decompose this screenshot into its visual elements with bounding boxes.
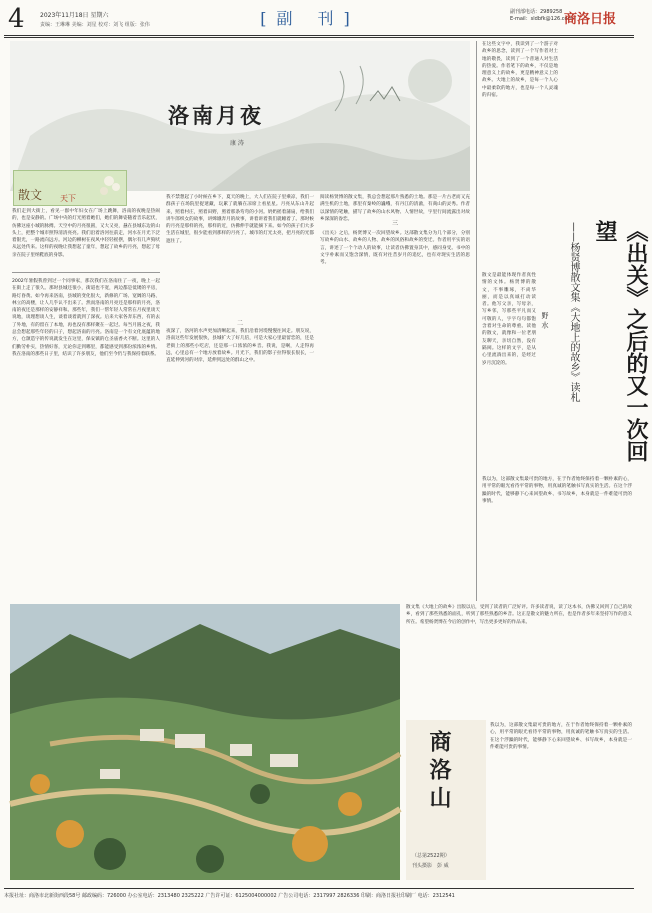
issue-date: 2023年11月18日 星期六 — [40, 12, 109, 19]
article-column: 夜深了，洛河的水声更加清晰起来，我们沿着河堤慢慢往回走。朋友说，洛南这些年发展很快，县城扩大了好几倍，可是大家心里最留恋的，还是老街上的那些小吃店，还是那一口浓浓的乡音。我说，是啊，人走得再远，心里总有一个地方放着故乡。月光下，我们的影子拉得很长很长，一直延伸到河的对岸，延伸到远处的群山之中。 — [166, 329, 314, 364]
section-number: 二 — [236, 320, 243, 327]
footer-rule — [4, 888, 634, 889]
divider — [12, 272, 160, 273]
page-number: 4 — [8, 4, 25, 34]
photo-feature-title: 商洛山 — [426, 730, 452, 814]
photo-credit: 刊头摄影 彭 威 — [412, 863, 449, 869]
landscape-photo — [10, 604, 400, 880]
review-column: 我以为，这部散文集最可贵的地方，在于作者始终保持着一颗朴素的心，用平常的眼光看待平常的事物，用真诚的笔触书写真实的生活。在这个浮躁的时代，能够静下心来回望故乡、书写故乡，本身就是一件难能可贵的事情。 — [482, 477, 632, 504]
column-label: 散文 — [18, 188, 43, 202]
issue-series: （总第2522期） — [412, 853, 450, 859]
footer-info: 本报社址：商洛市北新街西段58号 邮政编码：726000 办公室电话：2313480 2325222 广告许可证：6125004000002 广告公司电话：2317997 2826336 印刷：商洛日报社印刷厂 电话：2312541 — [4, 893, 455, 899]
article-column: 阅读杨贤博的散文集，我总会想起那片熟悉的土地。那是一片古老而又充满生机的土地，那里有秦岭的巍峨，有丹江的清澈，有商山的灵秀。作者以深情的笔触，描写了故乡的山水风物、人情世故，字里行间流露出对故乡深深的眷恋。 — [320, 195, 470, 222]
header-rule — [4, 35, 634, 36]
newspaper-logo: 商洛日报 — [564, 12, 617, 27]
section-number: 三 — [391, 220, 398, 227]
review-author: 野 水 — [541, 312, 549, 329]
mountain-village-illustration — [10, 604, 400, 880]
review-column: 我以为，这部散文集最可贵的地方，在于作者始终保持着一颗朴素的心，用平常的眼光看待平常的事物，用真诚的笔触书写真实的生活。在这个浮躁的时代，能够静下心来回望故乡、书写故乡，本身就是一件难能可贵的事情。 — [490, 723, 632, 750]
section-title-text: 副 刊 — [276, 9, 344, 28]
header-rule-thin — [4, 37, 634, 38]
section-title: [副 刊] — [260, 9, 360, 28]
review-column: 在这些文字中，我读到了一个游子对故乡的思念，读到了一个写作者对土地的敬畏，读到了一个普通人对生活的热爱。作者笔下的故乡，不仅是地理意义上的故乡，更是精神意义上的故乡。大地上的故乡，是每一个人心中最柔软的地方，也是每一个人灵魂的归宿。 — [482, 42, 558, 99]
phone-info: 副刊部电话：2989258 — [510, 9, 563, 15]
review-column: 散文是最能体现作者真性情的文体。杨贤博的散文，不事雕琢，不尚华丽，而是以真诚打动读者。他写父亲，写母亲，写乡邻，写那些平凡而又可敬的人，字字句句都饱含着对生命的尊重。读他的散文，就像和一位老朋友聊天，亲切自然，没有隔阂。这样的文字，是从心里流淌出来的，是经过岁月沉淀的。 — [482, 273, 536, 366]
review-title: 《出关》之后的又一次回望 — [592, 220, 649, 462]
article-column: 2002年暑假我曾到过一个同事家，那次我们在洛南住了一夜，晚上一起在街上走了很久。那时县城还很小，街道也不宽，两边都是低矮的平房，路灯昏黄。如今再来洛南，县城的变化很大，新修的广场、宽阔的马路、林立的高楼，让人几乎认不出来了。然而洛南的月亮还是那样的月亮，洛南的夜还是那样的安静祥和。那些年，我们一帮年轻人常常在月夜里谈天说地，谈理想谈人生，谈着谈着就到了深夜。后来大家各奔东西，有的去了外地，有的留在了本地，再也没有那样聚在一起过。每当月圆之夜，我总会想起那些年轻的日子，想起洛南的月亮。洛南是一个有文化底蕴的地方，仓颉造字的传说就发生在这里，保安镇的仓圣庙香火不断。这里的人们勤劳朴实，热情好客，无论你走到哪里，都能感受到那份浓浓的乡情。我在洛南的那些日子里，结识了许多朋友，他们至今仍与我保持着联系。 — [12, 279, 160, 357]
article-column: 我不禁想起了小时候在乡下，夏天的晚上，大人们在院子里乘凉，我们一群孩子在场院里捉迷藏，玩累了就躺在凉席上看星星。月亮从东山升起来，照着村庄，照着田野，照着那条弯弯的小河。奶奶摇着蒲扇，给我们讲牛郎织女的故事，讲嫦娥奔月的故事，讲着讲着我们就睡着了。那时候的月亮是那样的亮，那样的近，仿佛伸手就能摘下来。如今的孩子们大多生活在城里，很少能看到那样的月亮了。城市的灯光太亮，把月亮的光都遮住了。 — [166, 195, 314, 244]
article-title: 洛南月夜 — [168, 103, 264, 128]
column-label-sub: 天下 — [60, 194, 76, 203]
editor-credits: 责编：王琳琳 美编：刘星 校对：刘飞 组版：张伟 — [40, 22, 150, 28]
article-paragraph: 我们走到大街上，看见一群中年妇女在广场上跳舞，洛南的夜晚是热闹的，也是安静的。广场中央的灯光照着她们，她们的舞姿随着音乐起伏，仿佛这座小城的脉搏。天空中的月亮很圆，又大又亮，悬在县城东边的山头上，把整个城市照得清清亮亮。我们沿着洛河往前走，河水在月光下泛着银光，一路流向远方。河边的柳树在夜风中轻轻摇摆，偶尔有几声狗吠从远处传来。这样的夜晚让我想起了童年，想起了故乡的月亮，想起了母亲在院子里纳鞋底的身影。 — [12, 209, 160, 258]
review-column: 散文集《大地上的故乡》出版以后，受到了读者的广泛好评。许多读者说，读了这本书，仿佛又回到了自己的故乡，看到了那些熟悉的面孔，听到了那些熟悉的乡音。这正是散文的魅力所在，也是作者多年来坚持写作的意义所在。希望杨贤博在今后的创作中，写出更多更好的作品来。 — [406, 605, 632, 625]
article-author: 康 涛 — [230, 140, 244, 147]
column-divider — [476, 41, 477, 601]
article-column: 《出关》之后，杨贤博又一次回望故乡。这部散文集分为几个部分，分别写故乡的山水、故乡的人物、故乡的风俗和故乡的变迁。作者用平实的语言，讲述了一个个动人的故事，让读者仿佛置身其中，感同身受。书中的文字朴素而又饱含深情，既有对往昔岁月的追忆，也有对现实生活的思考。 — [320, 231, 470, 266]
review-subtitle: ——杨贤博散文集《大地上的故乡》读札 — [568, 222, 579, 402]
email-info: E-mail：sldbfk@126.com — [510, 16, 573, 22]
